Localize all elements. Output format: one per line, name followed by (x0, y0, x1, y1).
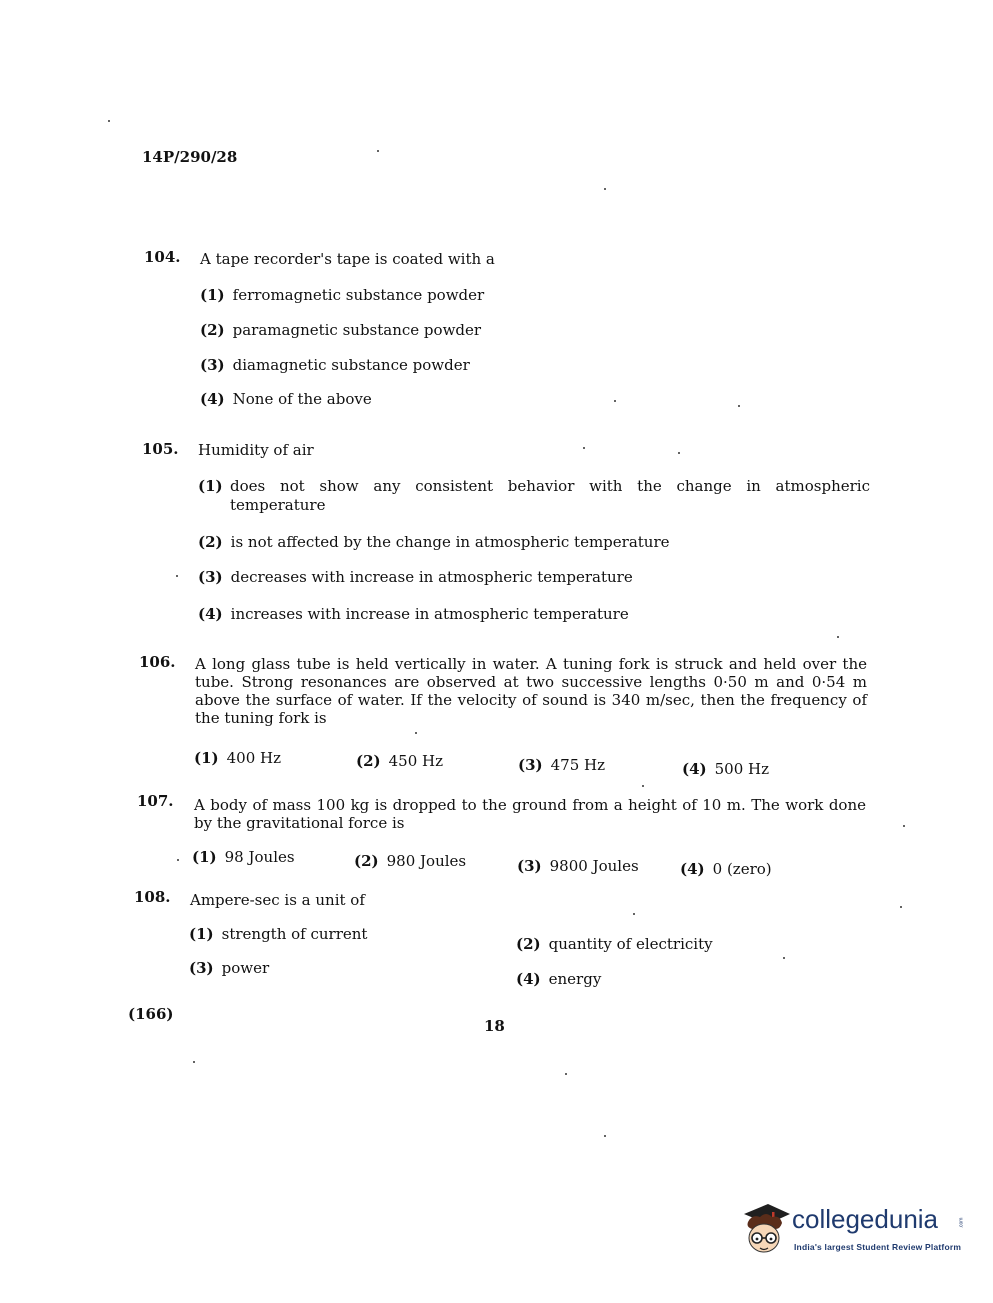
option: (3) 475 Hz (518, 756, 606, 774)
scan-speck (783, 957, 785, 959)
mascot-icon (738, 1198, 794, 1260)
scan-speck (837, 636, 839, 638)
option: (3) diamagnetic substance powder (200, 356, 470, 374)
scan-speck (177, 859, 179, 861)
scan-speck (678, 452, 680, 454)
option: (1) strength of current (189, 925, 368, 943)
scan-speck (604, 188, 606, 190)
question-text: Humidity of air (198, 441, 314, 459)
scan-speck (900, 906, 902, 908)
option: (2) quantity of electricity (516, 935, 713, 953)
scan-speck (377, 150, 379, 152)
scan-speck (604, 1135, 606, 1137)
question-number: 104. (144, 248, 181, 266)
scan-speck (176, 575, 178, 577)
option: (4) 500 Hz (682, 760, 770, 778)
option: (2) is not affected by the change in atmospheric temperature (198, 533, 670, 551)
scan-speck (108, 120, 110, 122)
scan-speck (583, 447, 585, 449)
option: (4) energy (516, 970, 602, 988)
option: (4) increases with increase in atmospheric temperature (198, 605, 629, 623)
question-number: 106. (139, 653, 176, 671)
logo-suffix: .com (958, 1217, 965, 1229)
option: (2) 980 Joules (354, 852, 467, 870)
option: (1) 400 Hz (194, 749, 282, 767)
scan-speck (738, 405, 740, 407)
scan-speck (614, 400, 616, 402)
page-number: 18 (484, 1017, 505, 1035)
scan-speck (565, 1073, 567, 1075)
option: (4) None of the above (200, 390, 372, 408)
scan-speck (642, 785, 644, 787)
question-text: A tape recorder's tape is coated with a (200, 250, 495, 268)
option: (1) 98 Joules (192, 848, 295, 866)
question-number: 107. (137, 792, 174, 810)
question-text: A long glass tube is held vertically in water. A tuning fork is struck and held over the tube. Strong resonances are observed at two successive lengths 0·50 m and 0·54 m above the surface of water. If the velocity of sound is 340 m/sec, then the frequency of the tuning fork is (195, 655, 867, 727)
paper-code: 14P/290/28 (142, 148, 238, 166)
question-number: 108. (134, 888, 171, 906)
option: (2) paramagnetic substance powder (200, 321, 482, 339)
scan-speck (903, 825, 905, 827)
question-text: Ampere-sec is a unit of (190, 891, 365, 909)
option: (3) 9800 Joules (517, 857, 639, 875)
option: (4) 0 (zero) (680, 860, 772, 878)
option: (1) ferromagnetic substance powder (200, 286, 485, 304)
question-number: 105. (142, 440, 179, 458)
option: (3) decreases with increase in atmospheric temperature (198, 568, 633, 586)
option: (2) 450 Hz (356, 752, 444, 770)
scan-speck (633, 913, 635, 915)
option: (3) power (189, 959, 270, 977)
logo-brand: collegedunia (792, 1204, 939, 1234)
scan-speck (193, 1061, 195, 1063)
question-text: A body of mass 100 kg is dropped to the ground from a height of 10 m. The work done by the gravitational force is (194, 796, 866, 832)
collegedunia-logo (738, 1198, 963, 1268)
logo-tagline: India's largest Student Review Platform (794, 1242, 962, 1252)
booklet-code: (166) (128, 1005, 174, 1023)
scan-speck (415, 732, 417, 734)
